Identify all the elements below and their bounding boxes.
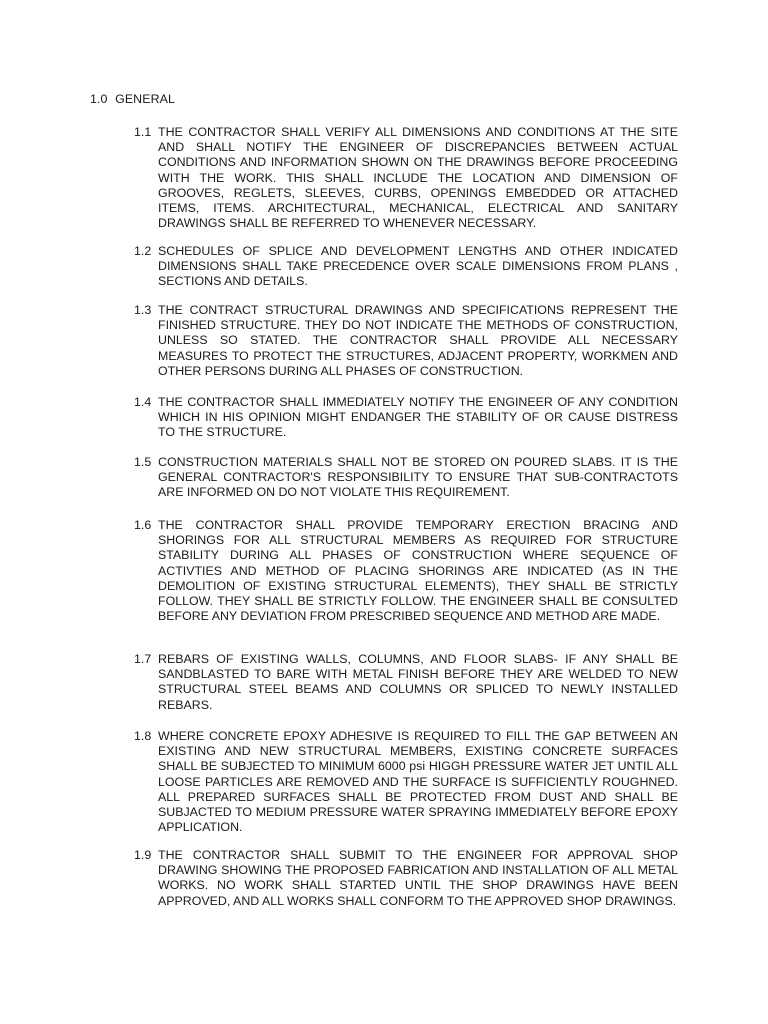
clause-number: 1.1 [134,125,152,139]
clause-text: THE CONTRACTOR SHALL SUBMIT TO THE ENGINEER FOR APPROVAL SHOP DRAWING SHOWING THE PROPOSED FABRICATION AND INSTALLATION OF ALL METAL WORKS. NO WORK SHALL STARTED UNTIL THE SHOP DRAWINGS HAVE BEEN APPROVED, AND ALL WORKS SHALL CONFORM TO THE APPROVED SHOP DRAWINGS. [158,848,678,908]
section-heading [90,92,175,106]
clause-number: 1.2 [134,244,152,258]
clause-text: SCHEDULES OF SPLICE AND DEVELOPMENT LENGTHS AND OTHER INDICATED DIMENSIONS SHALL TAKE PRECEDENCE OVER SCALE DIMENSIONS FROM PLANS , SECTIONS AND DETAILS. [158,244,678,289]
clause-number: 1.8 [134,729,152,743]
clause-1-8 [134,729,678,835]
clause-1-5 [134,455,678,501]
clause-1-4 [134,395,678,441]
clause-1-6 [134,518,678,624]
clause-text: THE CONTRACTOR SHALL VERIFY ALL DIMENSIONS AND CONDITIONS AT THE SITE AND SHALL NOTIFY THE ENGINEER OF DISCREPANCIES BETWEEN ACTUAL CONDITIONS AND INFORMATION SHOWN ON THE DRAWINGS BEFORE PROCEEDING WITH THE WORK. THIS SHALL INCLUDE THE LOCATION AND DIMENSION OF GROOVES, REGLETS, SLEEVES, CURBS, OPENINGS EMBEDDED OR ATTACHED ITEMS, ITEMS. ARCHITECTURAL, MECHANICAL, ELECTRICAL AND SANITARY DRAWINGS SHALL BE REFERRED TO WHENEVER NECESSARY. [158,125,678,231]
clause-number: 1.9 [134,848,152,862]
section-number: 1.0 [90,92,108,106]
clause-1-2 [134,244,678,290]
section-title: GENERAL [115,92,175,106]
clause-number: 1.5 [134,455,152,469]
clause-1-9 [134,848,678,909]
clause-1-1 [134,125,678,231]
clause-text: THE CONTRACTOR SHALL PROVIDE TEMPORARY ERECTION BRACING AND SHORINGS FOR ALL STRUCTURAL MEMBERS AS REQUIRED FOR STRUCTURE STABILITY DURING ALL PHASES OF CONSTRUCTION WHERE SEQUENCE OF ACTIVTIES AND METHOD OF PLACING SHORINGS ARE INDICATED (AS IN THE DEMOLITION OF EXISTING STRUCTURAL ELEMENTS), THEY SHALL BE STRICTLY FOLLOW. THEY SHALL BE STRICTLY FOLLOW. THE ENGINEER SHALL BE CONSULTED BEFORE ANY DEVIATION FROM PRESCRIBED SEQUENCE AND METHOD ARE MADE. [158,518,678,624]
clause-1-7 [134,652,678,713]
clause-text: CONSTRUCTION MATERIALS SHALL NOT BE STORED ON POURED SLABS. IT IS THE GENERAL CONTRACTOR'S RESPONSIBILITY TO ENSURE THAT SUB-CONTRACTOTS ARE INFORMED ON DO NOT VIOLATE THIS REQUIREMENT. [158,455,678,500]
clause-text: THE CONTRACTOR SHALL IMMEDIATELY NOTIFY THE ENGINEER OF ANY CONDITION WHICH IN HIS OPINION MIGHT ENDANGER THE STABILITY OF OR CAUSE DISTRESS TO THE STRUCTURE. [158,395,678,440]
clause-text: WHERE CONCRETE EPOXY ADHESIVE IS REQUIRED TO FILL THE GAP BETWEEN AN EXISTING AND NEW STRUCTURAL MEMBERS, EXISTING CONCRETE SURFACES SHALL BE SUBJECTED TO MINIMUM 6000 psi HIGGH PRESSURE WATER JET UNTIL ALL LOOSE PARTICLES ARE REMOVED AND THE SURFACE IS SUFFICIENTLY ROUGHNED. ALL PREPARED SURFACES SHALL BE PROTECTED FROM DUST AND SHALL BE SUBJACTED TO MEDIUM PRESSURE WATER SPRAYING IMMEDIATELY BEFORE EPOXY APPLICATION. [158,729,678,835]
clause-number: 1.7 [134,652,152,666]
clause-number: 1.4 [134,395,152,409]
clause-number: 1.3 [134,303,152,317]
clause-number: 1.6 [134,518,152,532]
clause-1-3 [134,303,678,379]
clause-text: REBARS OF EXISTING WALLS, COLUMNS, AND FLOOR SLABS- IF ANY SHALL BE SANDBLASTED TO BARE WITH METAL FINISH BEFORE THEY ARE WELDED TO NEW STRUCTURAL STEEL BEAMS AND COLUMNS OR SPLICED TO NEWLY INSTALLED REBARS. [158,652,678,712]
clause-text: THE CONTRACT STRUCTURAL DRAWINGS AND SPECIFICATIONS REPRESENT THE FINISHED STRUCTURE. THEY DO NOT INDICATE THE METHODS OF CONSTRUCTION, UNLESS SO STATED. THE CONTRACTOR SHALL PROVIDE ALL NECESSARY MEASURES TO PROTECT THE STRUCTURES, ADJACENT PROPERTY, WORKMEN AND OTHER PERSONS DURING ALL PHASES OF CONSTRUCTION. [158,303,678,378]
